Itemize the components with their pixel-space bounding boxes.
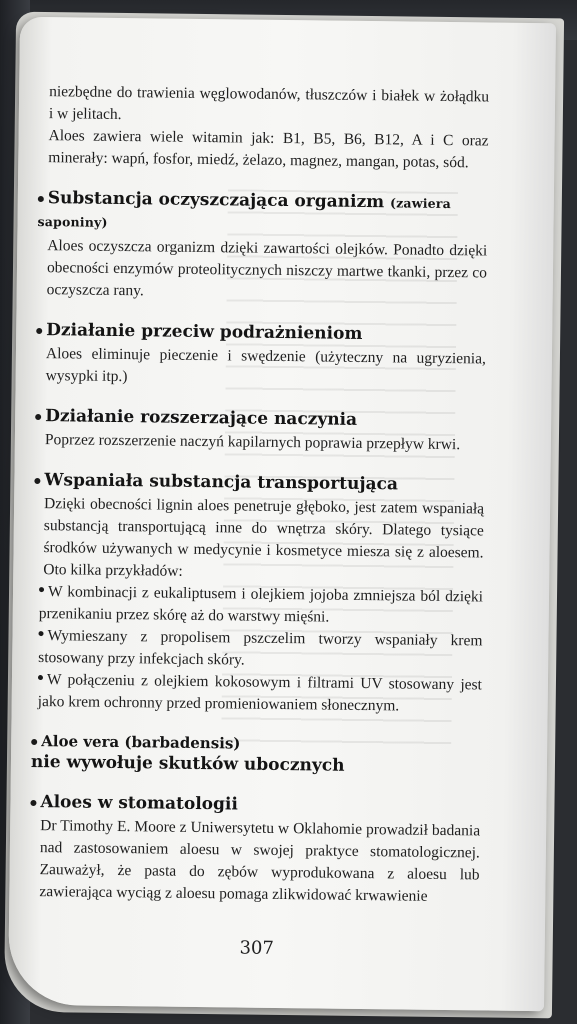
bullet-icon	[35, 413, 41, 419]
bullet-icon	[34, 477, 40, 483]
section-body-cleansing: Aloes oczyszcza organizm dzięki zawartości olejków. Ponadto dzięki obecności enzymów proteolitycznych niszczy martwe tkanki, przez co oczyszcza rany.	[46, 237, 488, 300]
bullet-icon	[36, 327, 42, 333]
bullet-icon	[39, 587, 44, 592]
page-content	[30, 81, 490, 908]
bullet-icon	[38, 195, 44, 201]
aloe-vera-heading: Aloe vera (barbadensis)	[31, 731, 481, 756]
section-note: (zawiera saponiny)	[37, 195, 452, 230]
section-body-transport: Dzięki obecności lignin aloes penetruje głęboko, jest zatem wspaniałą substancją transportującą inne do wnętrza skóry. Dlatego tysiące środków używanych w medycynie i kosmetyce miesza się z aloesem. Oto kilka przykładów:	[43, 495, 485, 580]
section-heading-stomatology: Aloes w stomatologii	[30, 791, 480, 818]
book-page	[8, 17, 556, 1011]
aloe-vera-subheading: nie wywołuje skutków ubocznych	[30, 751, 345, 776]
list-item: W kombinacji z eukaliptusem i olejkiem jojoba zmniejsza ból dzięki przenikaniu przez skórę aż do warstwy mięśni.	[38, 583, 484, 626]
bullet-icon	[38, 631, 43, 636]
list-item: W połączeniu z olejkiem kokosowym i filtrami UV stosowany jest jako krem ochronny przed promieniowaniem słonecznym.	[37, 671, 483, 715]
section-body-vessels: Poprzez rozszerzenie naczyń kapilarnych poprawia przepływ krwi.	[44, 431, 461, 454]
bullet-icon	[31, 739, 37, 745]
section-heading-vessels: Działanie rozszerzające naczynia	[35, 405, 485, 432]
bullet-icon	[38, 675, 43, 680]
section-heading-transport: Wspaniała substancja transportująca	[34, 469, 484, 496]
section-body-stomatology: Dr Timothy E. Moore z Uniwersytetu w Oklahomie prowadził badania nad zastosowaniem aloesu w swojej praktyce stomatologicznej. Zauważył, że pasta do zębów wyprodukowana z aloesu lub zawierająca wyciąg z aloesu pomaga zlikwidować krwawienie	[39, 817, 481, 905]
vitamins-paragraph: Aloes zawiera wiele witamin jak: B1, B5, B6, B12, A i C oraz minerały: wapń, fosfor, miedź, żelazo, magnez, mangan, potas, sód.	[48, 127, 489, 172]
page-number: 307	[239, 937, 274, 959]
section-body-irritation: Aloes eliminuje pieczenie i swędzenie (użyteczny na ugryzienia, wysypki itp.)	[45, 345, 487, 386]
section-heading-irritation: Działanie przeciw podrażnieniom	[36, 319, 486, 346]
bullet-icon	[30, 799, 36, 805]
intro-paragraph: niezbędne do trawienia węglowodanów, tłuszczów i białek w żołądku i w jelitach.	[48, 83, 490, 124]
examples-list	[37, 581, 484, 718]
section-heading-cleansing: Substancja oczyszczająca organizm (zawiera saponiny)	[37, 188, 452, 230]
list-item: Wymieszany z propolisem pszczelim tworzy wspaniały krem stosowany przy infekcjach skóry.	[38, 627, 483, 669]
